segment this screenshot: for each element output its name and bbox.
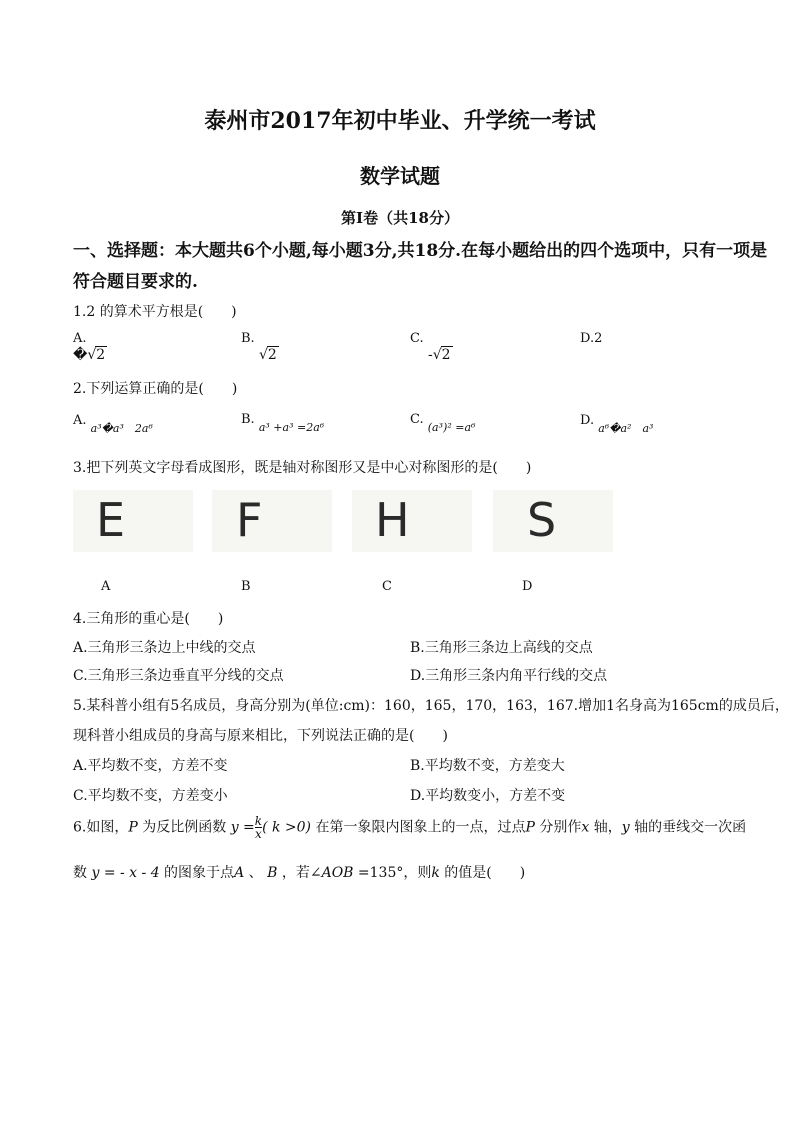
- letter-f-figure-bg: [212, 490, 332, 552]
- q3-label-a: A: [101, 579, 111, 594]
- q5-option-b: B.平均数不变，方差变大: [410, 758, 565, 774]
- letter-e-figure-bg: [73, 490, 193, 552]
- q2-option-b: B. $_{a^3 +a^3 =2a^6}$: [241, 412, 325, 434]
- q1-option-d: D.2: [580, 331, 603, 346]
- question-4-stem: 4.三角形的重心是( ): [73, 611, 224, 627]
- q4-option-c: C.三角形三条边垂直平分线的交点: [73, 668, 284, 684]
- q3-label-d: D: [522, 579, 533, 594]
- question-2-stem: 2.下列运算正确的是( ): [73, 381, 238, 397]
- exam-main-title: 泰州市2017年初中毕业、升学统一考试: [204, 108, 596, 134]
- volume-heading: 第Ⅰ卷（共18分）: [341, 209, 459, 227]
- q5-option-d: D.平均数变小，方差不变: [410, 788, 566, 804]
- q2-option-c: C. $_{(a^3)^2 =a^6}$: [410, 412, 476, 434]
- question-6-stem-line1: 6.如图，P 为反比例函数 y = $\frac{k}{x}$ ( k >0) 在第一象限内图象上的一点，过点P 分别作x 轴，y 轴的垂线交一次函: [73, 814, 747, 841]
- q1-option-b: B. √2: [241, 331, 277, 363]
- letter-h-figure: H: [375, 493, 410, 547]
- q1-option-c: C. -√2: [410, 331, 451, 363]
- q5-option-c: C.平均数不变，方差变小: [73, 788, 228, 804]
- k-over-x-fraction: $\frac{k}{x}$: [254, 814, 263, 841]
- section-instructions-line1: 一、选择题：本大题共6个小题,每小题3分,共18分.在每小题给出的四个选项中，只有一项是: [73, 241, 768, 261]
- q4-option-b: B.三角形三条边上高线的交点: [410, 640, 593, 656]
- question-5-stem-line2: 现科普小组成员的身高与原来相比，下列说法正确的是( ): [73, 728, 448, 744]
- question-5-stem-line1: 5.某科普小组有5名成员，身高分别为(单位:cm)：160，165，170，163，167.增加1名身高为165cm的成员后，: [73, 698, 789, 714]
- question-6-stem-line2: 数 y = - x - 4 的图象于点A 、 B ，若∠AOB =135°，则k 的值是( ): [73, 865, 526, 881]
- letter-e-figure: E: [96, 493, 126, 547]
- q2-option-d: D. $_{a^6�a^2 a^3}$: [580, 413, 654, 435]
- q4-option-a: A.三角形三条边上中线的交点: [73, 640, 256, 656]
- q3-label-b: B: [241, 579, 251, 594]
- q1-option-a: A. �√2: [73, 331, 106, 363]
- q4-option-d: D.三角形三条内角平行线的交点: [410, 668, 608, 684]
- letter-h-figure-bg: [352, 490, 472, 552]
- section-instructions-line2: 符合题目要求的.: [73, 272, 198, 292]
- letter-s-figure: S: [527, 493, 557, 547]
- exam-sub-title: 数学试题: [360, 164, 440, 188]
- letter-f-figure: F: [236, 493, 263, 547]
- question-1-stem: 1.2 的算术平方根是( ): [73, 304, 237, 320]
- q5-option-a: A.平均数不变，方差不变: [73, 758, 228, 774]
- q2-option-a: A. $_{a^3�a^3 2a^6}$: [73, 413, 153, 435]
- q3-label-c: C: [382, 579, 392, 594]
- question-3-stem: 3.把下列英文字母看成图形，既是轴对称图形又是中心对称图形的是( ): [73, 460, 532, 476]
